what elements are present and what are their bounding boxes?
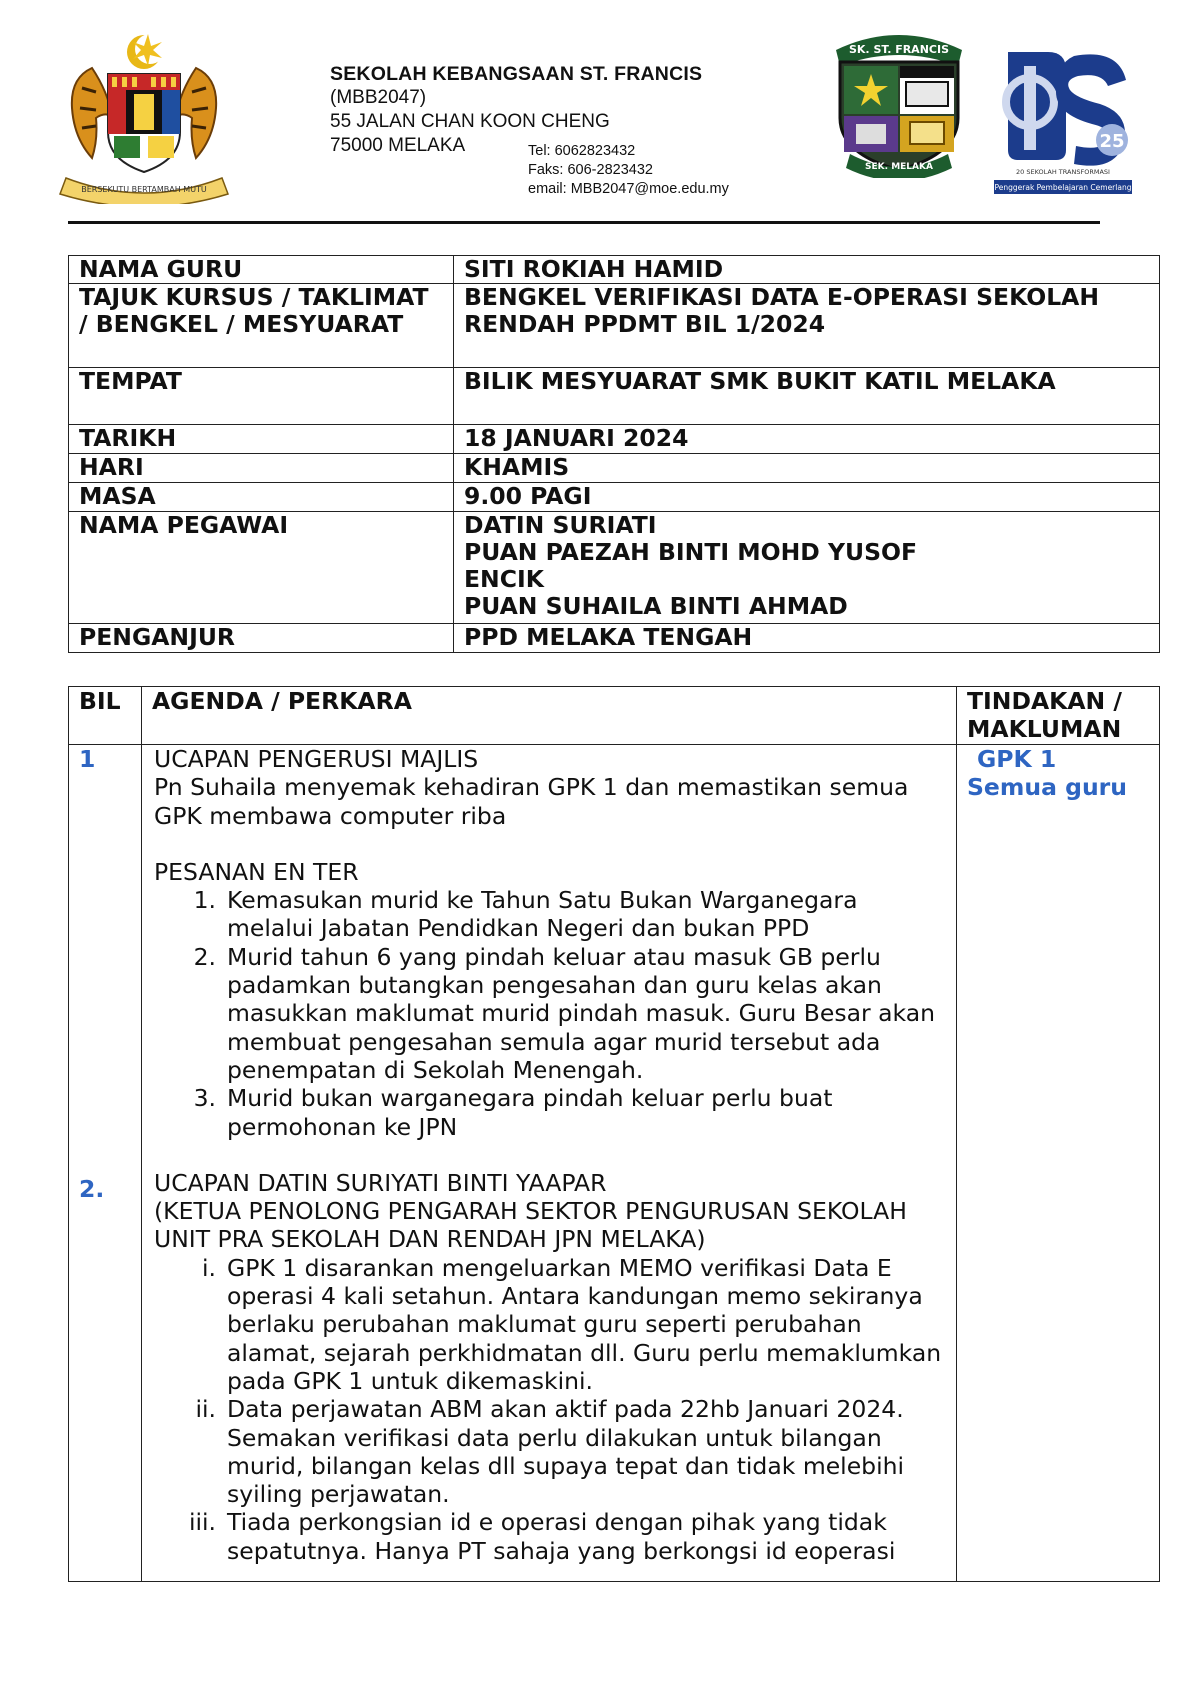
fax: Faks: 606-2823432	[528, 162, 653, 178]
school-code: (MBB2047)	[330, 87, 427, 108]
numbered-list	[154, 886, 946, 1141]
table-row	[69, 454, 1160, 483]
action-label: GPK 1	[977, 745, 1057, 773]
info-label: MASA	[69, 483, 454, 512]
list-marker: i.	[202, 1253, 216, 1282]
table-header-row	[69, 687, 1160, 745]
list-text: GPK 1 disarankan mengeluarkan MEMO verifikasi Data E operasi 4 kali setahun. Antara kandungan memo sekiranya berlaku perubahan maklumat guru seperti perubahan alamat, sejarah perkhidmatan dll. Guru perlu memaklumkan pada GPK 1 untuk dikemaskini.	[227, 1253, 942, 1395]
table-row	[69, 745, 1160, 1582]
agenda-table	[68, 686, 1160, 1582]
info-label: NAMA GURU	[69, 256, 454, 284]
info-value: 18 JANUARI 2024	[454, 425, 1160, 454]
header-tindakan: TINDAKAN / MAKLUMAN	[957, 687, 1160, 745]
item-number: 1	[79, 745, 96, 773]
bil-cell	[69, 745, 142, 1582]
agenda-content-cell	[142, 745, 957, 1582]
list-text: Murid tahun 6 yang pindah keluar atau masuk GB perlu padamkan butangkan pengesahan dan guru kelas akan masukkan maklumat murid pindah masuk. Guru Besar akan membuat pengesahan semula agar murid tersebut ada penempatan di Sekolah Menengah.	[227, 942, 936, 1084]
list-marker: iii.	[188, 1508, 216, 1537]
item-title: UCAPAN DATIN SURIYATI BINTI YAAPAR	[154, 1168, 607, 1197]
list-item	[154, 886, 946, 943]
meeting-info-table	[68, 255, 1160, 653]
table-row	[69, 425, 1160, 454]
svg-text:20 SEKOLAH TRANSFORMASI: 20 SEKOLAH TRANSFORMASI	[1016, 168, 1110, 176]
svg-text:SEK. MELAKA: SEK. MELAKA	[865, 162, 933, 172]
svg-text:25: 25	[1099, 131, 1125, 152]
list-marker: 2.	[193, 942, 216, 971]
table-row	[69, 512, 1160, 624]
header-agenda: AGENDA / PERKARA	[142, 687, 957, 745]
school-crest-logo	[826, 28, 972, 178]
info-value: BILIK MESYUARAT SMK BUKIT KATIL MELAKA	[454, 368, 1160, 425]
tindakan-cell	[957, 745, 1160, 1582]
info-label: NAMA PEGAWAI	[69, 512, 454, 624]
info-label: HARI	[69, 454, 454, 483]
info-value: 9.00 PAGI	[454, 483, 1160, 512]
action-label: Semua guru	[967, 773, 1127, 802]
item-text: Pn Suhaila menyemak kehadiran GPK 1 dan memastikan semua GPK membawa computer riba	[154, 773, 909, 830]
info-value: BENGKEL VERIFIKASI DATA E-OPERASI SEKOLAH RENDAH PPDMT BIL 1/2024	[454, 284, 1160, 368]
contact-block	[528, 142, 729, 199]
table-row	[69, 624, 1160, 653]
svg-text:SK. ST. FRANCIS: SK. ST. FRANCIS	[848, 43, 950, 56]
svg-text:Penggerak Pembelajaran Cemerla: Penggerak Pembelajaran Cemerlang	[994, 183, 1132, 192]
info-label: TEMPAT	[69, 368, 454, 425]
info-label: PENGANJUR	[69, 624, 454, 653]
table-row	[69, 483, 1160, 512]
item-number: 2.	[79, 1175, 105, 1204]
letterhead-divider	[68, 221, 1100, 224]
svg-text:BERSEKUTU BERTAMBAH MUTU: BERSEKUTU BERTAMBAH MUTU	[81, 185, 207, 194]
transformasi-25-logo	[990, 42, 1136, 196]
header-bil: BIL	[69, 687, 142, 745]
list-item	[154, 1508, 946, 1565]
telephone: Tel: 6062823432	[528, 143, 636, 159]
list-item	[154, 1395, 946, 1508]
table-row	[69, 368, 1160, 425]
info-value: PPD MELAKA TENGAH	[454, 624, 1160, 653]
table-row	[69, 284, 1160, 368]
malaysia-coat-of-arms	[52, 28, 236, 204]
list-item	[154, 1254, 946, 1395]
info-value: SITI ROKIAH HAMID	[454, 256, 1160, 284]
item-title: UCAPAN PENGERUSI MAJLIS	[154, 745, 479, 773]
email: email: MBB2047@moe.edu.my	[528, 181, 729, 197]
list-item	[154, 943, 946, 1084]
list-item	[154, 1084, 946, 1141]
school-name: SEKOLAH KEBANGSAAN ST. FRANCIS	[330, 63, 703, 85]
address-line-1: 55 JALAN CHAN KOON CHENG	[330, 111, 610, 132]
list-marker: 1.	[193, 886, 216, 915]
list-text: Murid bukan warganegara pindah keluar perlu buat permohonan ke JPN	[227, 1084, 833, 1141]
item-subtitle: PESANAN EN TER	[154, 857, 359, 886]
list-text: Data perjawatan ABM akan aktif pada 22hb Januari 2024. Semakan verifikasi data perlu dilakukan untuk bilangan murid, bilangan kelas dll supaya tepat dan tidak melebihi syiling perjawatan.	[227, 1395, 905, 1509]
list-marker: 3.	[193, 1084, 216, 1113]
list-text: Kemasukan murid ke Tahun Satu Bukan Warganegara melalui Jabatan Pendidkan Negeri dan bukan PPD	[227, 886, 858, 943]
item-subtitle: (KETUA PENOLONG PENGARAH SEKTOR PENGURUSAN SEKOLAH UNIT PRA SEKOLAH DAN RENDAH JPN MELAKA)	[154, 1197, 907, 1254]
list-text: Tiada perkongsian id e operasi dengan pihak yang tidak sepatutnya. Hanya PT sahaja yang berkongsi id eoperasi	[227, 1508, 896, 1565]
info-value: DATIN SURIATI PUAN PAEZAH BINTI MOHD YUSOF ENCIK PUAN SUHAILA BINTI AHMAD	[454, 512, 1160, 624]
info-label: TAJUK KURSUS / TAKLIMAT / BENGKEL / MESYUARAT	[69, 284, 454, 368]
address-line-2: 75000 MELAKA	[330, 135, 466, 156]
info-value: KHAMIS	[454, 454, 1160, 483]
list-marker: ii.	[195, 1395, 216, 1424]
table-row	[69, 256, 1160, 284]
info-label: TARIKH	[69, 425, 454, 454]
roman-list	[154, 1254, 946, 1565]
